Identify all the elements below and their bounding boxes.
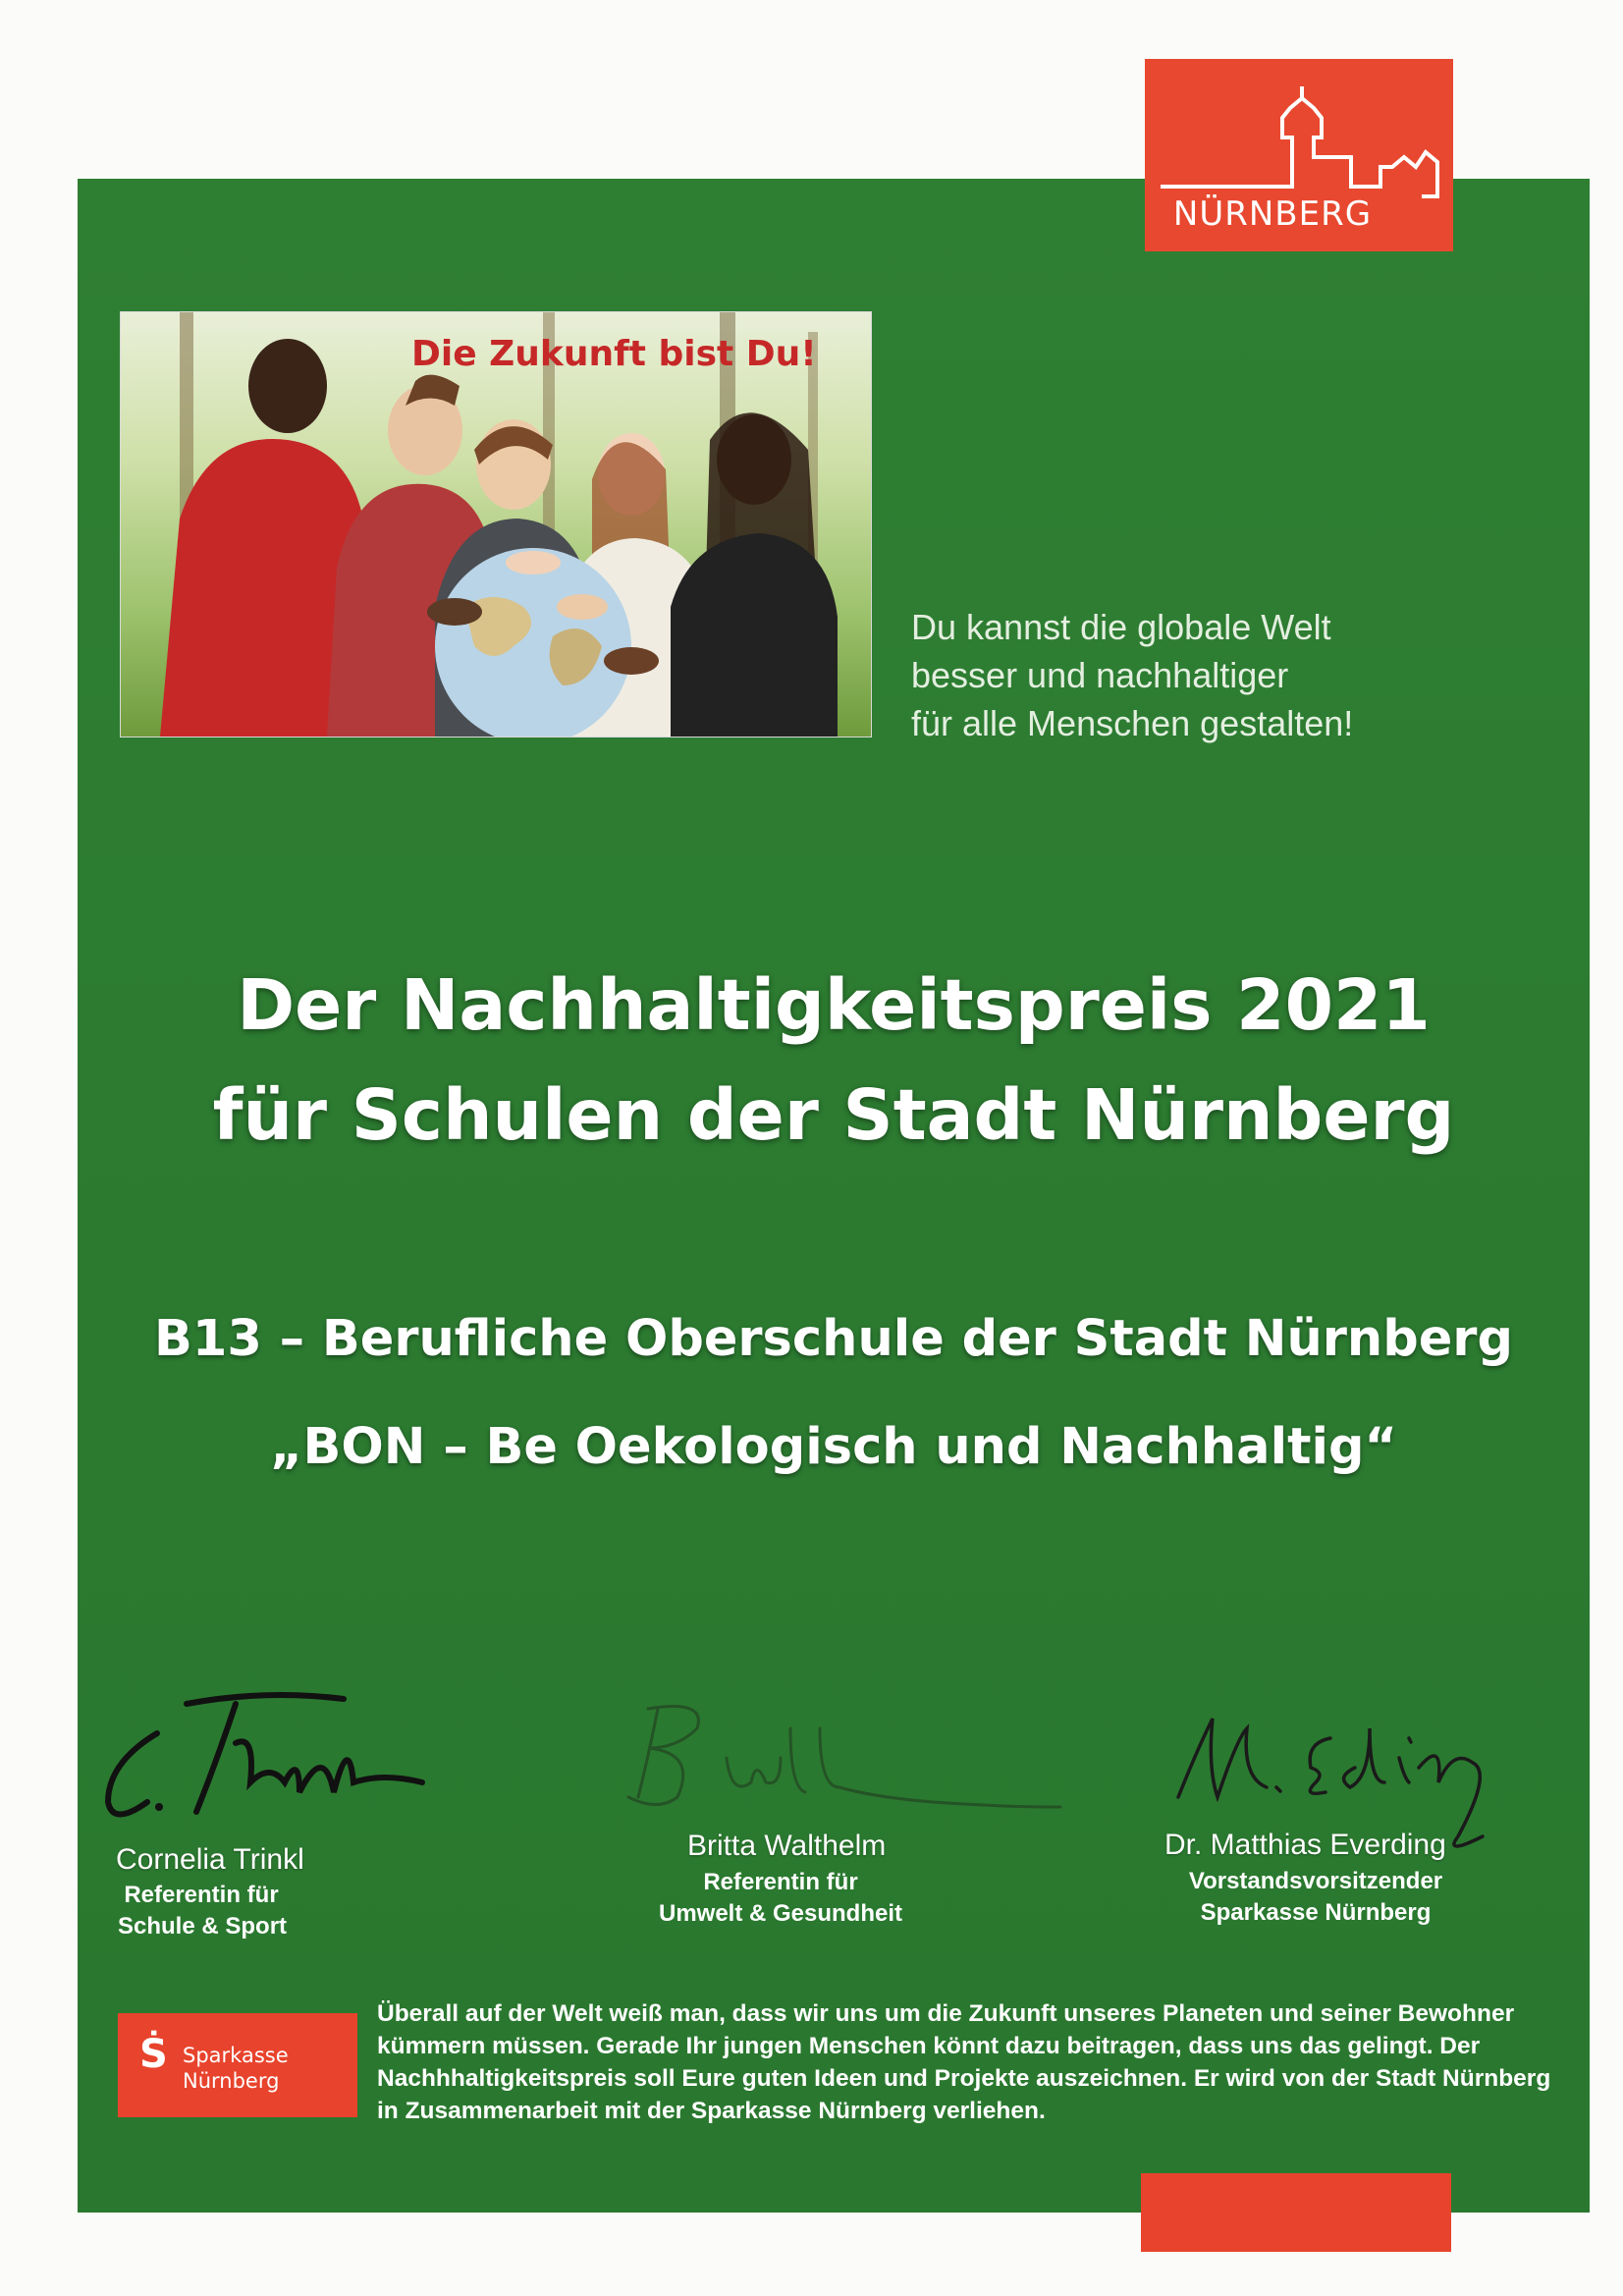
signature-walthelm: [609, 1689, 1070, 1836]
awardee: [78, 1285, 1590, 1502]
signatory-walthelm: [609, 1689, 1080, 1964]
signatory-role-line: Vorstandsvorsitzender: [1188, 1868, 1443, 1894]
description-line: Überall auf der Welt weiß man, dass wir uns um die Zukunft unseres Planeten und seiner Bewohner: [377, 2000, 1515, 2027]
sparkasse-name: [183, 2043, 289, 2094]
description-text: [377, 1997, 1555, 2127]
bottom-red-tab: [1141, 2173, 1451, 2252]
sparkasse-name-line: Nürnberg: [183, 2069, 280, 2093]
tagline-line: besser und nachhaltiger: [911, 655, 1289, 695]
signatory-role-line: Referentin für: [124, 1882, 279, 1908]
signatory-name: Cornelia Trinkl: [116, 1843, 304, 1876]
signatory-everding: [1159, 1689, 1581, 1964]
logo-city-name: NÜRNBERG: [1172, 194, 1373, 234]
signatory-role: [118, 1880, 288, 1942]
photo-caption: Die Zukunft bist Du!: [411, 334, 817, 374]
tagline-line: Du kannst die globale Welt: [911, 607, 1331, 647]
sparkasse-logo: [118, 2013, 357, 2117]
students-illustration: [121, 312, 871, 737]
signature-trinkl: [88, 1674, 461, 1831]
description-line: in Zusammenarbeit mit der Sparkasse Nürnberg verliehen.: [377, 2098, 1046, 2124]
tagline-line: für alle Menschen gestalten!: [911, 703, 1354, 743]
signatory-name: Dr. Matthias Everding: [1164, 1829, 1446, 1861]
signatory-role-line: Referentin für: [703, 1869, 858, 1895]
signatory-role: [1159, 1866, 1473, 1929]
signatory-role-line: Umwelt & Gesundheit: [658, 1900, 903, 1927]
sparkasse-s-icon: Ṡ: [139, 2032, 168, 2077]
award-title-line1: Der Nachhaltigkeitspreis 2021: [237, 964, 1431, 1046]
tagline: [911, 603, 1500, 747]
signatory-name: Britta Walthelm: [687, 1830, 887, 1862]
signatory-trinkl: [88, 1674, 481, 1959]
students-globe-photo: [120, 311, 872, 738]
award-title: [78, 951, 1590, 1171]
description-line: kümmern müssen. Gerade Ihr jungen Menschen könnt dazu beitragen, dass uns das gelingt. Der: [377, 2033, 1481, 2059]
signatory-role: [658, 1867, 903, 1930]
signatory-role-line: Schule & Sport: [118, 1913, 288, 1940]
award-title-line2: für Schulen der Stadt Nürnberg: [212, 1074, 1455, 1156]
signatory-role-line: Sparkasse Nürnberg: [1200, 1899, 1432, 1926]
school-name: B13 – Berufliche Oberschule der Stadt Nürnberg: [154, 1310, 1513, 1368]
sparkasse-name-line: Sparkasse: [183, 2044, 289, 2067]
nuernberg-logo: [1145, 59, 1453, 251]
project-name: „BON – Be Oekologisch und Nachhaltig“: [270, 1418, 1397, 1476]
description-line: Nachhhaltigkeitspreis soll Eure guten Ideen und Projekte auszeichnen. Er wird von der Stadt Nürnberg: [377, 2065, 1551, 2092]
